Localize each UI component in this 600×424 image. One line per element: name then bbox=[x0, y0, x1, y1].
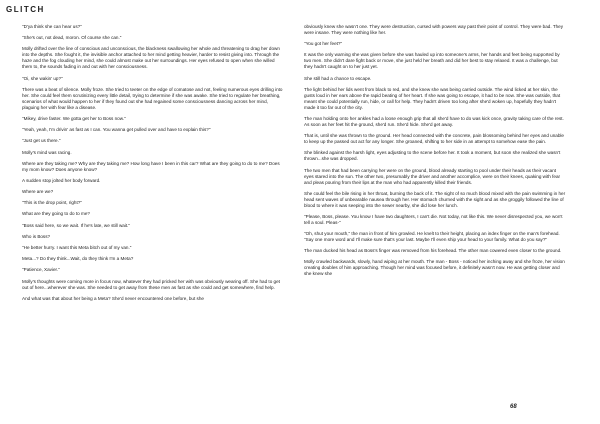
paragraph: "Yeah, yeah, I'm drivin' as fast as I can. You wanna get pulled over and have to explain this?" bbox=[22, 127, 211, 133]
paragraph: There was a beat of silence. Molly froze. She tried to teeter on the edge of comatose and not, feeling numerous eyes drilling into her. She could feel them scrutinizing every little detail, trying to determine if she was awake. She tried to regulate her breathing, scenarios of what would happen to her if they found out she had regained some consciousness dancing across her mind, plaguing her with fear like a disease. bbox=[22, 86, 283, 110]
paragraph: She could feel the bile rising in her throat, burning the back of it. The sight of so much blood mixed with the pain swimming in her head sent waves of unbearable nausea through her. Her stomach churned with the sight and as she groggily followed the line of blood to where it was seeping into the sewer nearby, she did lose her lunch. bbox=[304, 190, 566, 208]
paragraph: Where are we? bbox=[22, 189, 54, 195]
page-number: 68 bbox=[510, 404, 517, 410]
paragraph: obviously knew she wasn't one. They were destruction, cursed with powers way past their point of control. They were bad. They were insane. They were nothing like her. bbox=[304, 24, 564, 35]
paragraph: "This is the drop point, right?" bbox=[22, 200, 82, 206]
paragraph: Molly drifted over the line of conscious and unconscious, the blackness swallowing her whole and threatening to drag her down into the depths. She fought it, the invisible anchor attached to her mind getting heavier, harder to resist giving into. Through the haze and the fog clouding her mind, she could almost make out her surroundings. Her eyes refused to open when she willed them to, the sounds fading in and out with her consciousness. bbox=[22, 46, 280, 70]
paragraph: It was the only warning she was given before she was hauled up into someone's arms, her hands and feet being supported by two men. She didn't dare fight back or move, she just held her breath and did her best to stay relaxed. It was a challenge, but they hadn't caught on to her just yet. bbox=[304, 52, 560, 70]
paragraph: The two men that had been carrying her were on the ground, blood already starting to pool under their heads as their vacant eyes stared into the sun. The other two, presumably the driver and another accomplice, were on their knees, quaking with fear and pleas pouring from their lips at the man who had apparently killed their friends. bbox=[304, 167, 561, 185]
paragraph: The man ducked his head as Boss's finger was removed from his forehead. The other man cowered even closer to the ground. bbox=[304, 248, 562, 254]
paragraph: A sudden stop jolted her body forward. bbox=[22, 177, 101, 183]
paragraph: Molly crawled backwards, slowly, hand wiping at her mouth. The man - Boss - noticed her inching away and she froze, her vision creating doubles of him approaching. Though her mind was focused before, it definitely wasn't now. He was getting closer and she knew she bbox=[304, 259, 565, 277]
paragraph: Molly's thoughts were coming more in focus now, whatever they had pricked her with was obviously wearing off. She had to get out of here...wherever she was. She needed to get away from these men as fast as she could and get somewhere, find help. bbox=[22, 278, 280, 290]
right-text-column bbox=[304, 24, 566, 283]
paragraph: "Patience, Xavier." bbox=[22, 267, 60, 273]
paragraph: "Oh, shut your mouth," the man in front of him growled. He knelt to their height, placing an index finger on the man's forehead. "Say one more word and I'll make sure that's your last. Maybe I'll even ship your head to your family. What do you say?" bbox=[304, 231, 560, 243]
paragraph: "Please, Boss, please. You know I have two daughters, I can't die. Not today, not like this. We never disrespected you, we won't tell a soul. Pleas-" bbox=[304, 213, 563, 225]
paragraph: She blinked against the harsh light, eyes adjusting to the scene before her. It took a moment, but soon she realized she wasn't thrown...she was dropped. bbox=[304, 150, 561, 162]
paragraph: She still had a chance to escape. bbox=[304, 75, 372, 81]
paragraph: The light behind her lids went from black to red, and she knew she was being carried outside. The wind licked at her skin, the gusts loud in her ears above the rapid beating of her heart. If she was going to escape, it had to be now. She was outside, that meant she could potentially run, hide, or call for help. They hadn't driven too long after she'd woken up, hopefully they hadn't made it too far out of the city. bbox=[304, 86, 561, 110]
left-text-column bbox=[22, 24, 284, 307]
paragraph: Who is Boss? bbox=[22, 233, 51, 239]
paragraph: The man holding onto her ankles had a loose enough grip that all she'd have to do was kick once, gravity taking care of the rest. As soon as her feet hit the ground, she'd run. She'd hide. She'd get away. bbox=[304, 115, 564, 127]
running-header: GLITCH bbox=[6, 5, 45, 14]
paragraph: "D'ya think she can hear us?" bbox=[22, 24, 82, 29]
paragraph: And what was that about her being a Meta? She'd never encountered one before, but she bbox=[22, 295, 204, 301]
paragraph: "Mikey, drive faster. We gotta get her to Boss now." bbox=[22, 115, 126, 121]
paragraph: What are they going to do to me? bbox=[22, 211, 90, 217]
paragraph: Where are they taking me? Why are they taking me? How long have I been in this car? What are they going to do to me? Does my mom know? Does anyone know? bbox=[22, 160, 280, 172]
paragraph: Meta...? Do they think...Wait, do they think I'm a Meta? bbox=[22, 256, 134, 262]
paragraph: "Boss said here, so we wait. If he's late, we still wait." bbox=[22, 222, 131, 228]
paragraph: Molly's mind was racing. bbox=[22, 149, 72, 155]
paragraph: "He better hurry. I want this Meta bitch out of my van." bbox=[22, 245, 132, 250]
paragraph: That is, until she was thrown to the ground. Her head connected with the concrete, pain blossoming behind her eyes and unable to keep up the passed out act for any longer. She groaned, shifting to her side in an attempt to somehow ease the pain. bbox=[304, 133, 564, 145]
paragraph: "Oi, she wakin' up?" bbox=[22, 75, 63, 81]
paragraph: "Just get us there." bbox=[22, 138, 61, 144]
paragraph: "She's out, not dead, moron. Of course she can." bbox=[22, 35, 122, 41]
paragraph: "You got her feet?" bbox=[304, 41, 343, 47]
